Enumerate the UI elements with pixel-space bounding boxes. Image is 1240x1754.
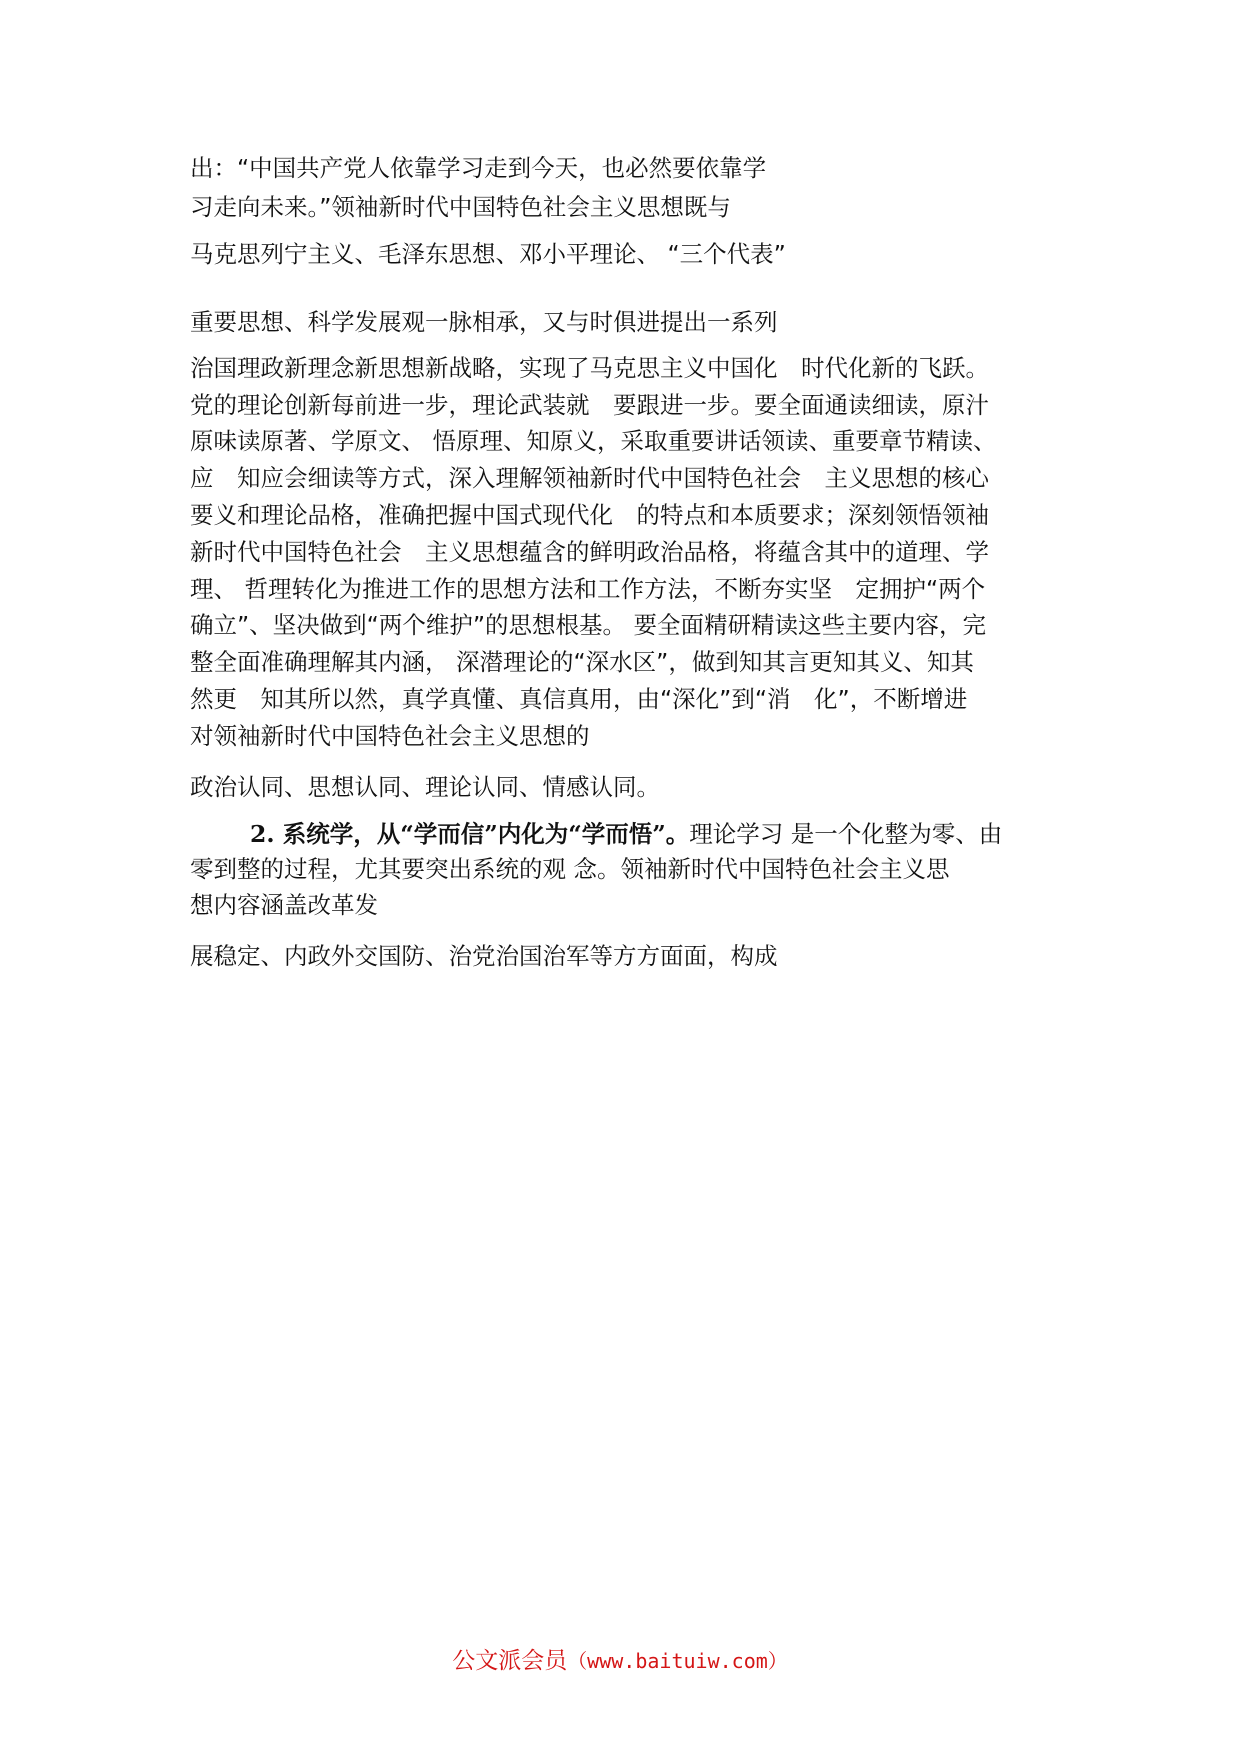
text-line: 重要思想、科学发展观一脉相承，又与时俱进提出一系列 bbox=[190, 308, 778, 336]
text-line: 出：“中国共产党人依靠学习走到今天，也必然要依靠学 bbox=[190, 154, 767, 182]
section-2-first-line bbox=[250, 818, 1002, 850]
text-line: 想内容涵盖改革发 bbox=[190, 891, 378, 919]
section-2-text: 理论学习 是一个化整为零、由 bbox=[689, 820, 1003, 848]
text-line: 治国理政新理念新思想新战略，实现了马克思主义中国化 时代化新的飞跃。 bbox=[190, 354, 989, 382]
text-line: 马克思列宁主义、毛泽东思想、邓小平理论、 “三个代表” bbox=[190, 240, 786, 268]
footer-watermark bbox=[0, 1642, 1240, 1675]
text-line: 展稳定、内政外交国防、治党治国治军等方方面面，构成 bbox=[190, 942, 778, 970]
text-line: 对领袖新时代中国特色社会主义思想的 bbox=[190, 722, 590, 750]
text-line: 习走向未来。”领袖新时代中国特色社会主义思想既与 bbox=[190, 193, 731, 221]
text-line: 党的理论创新每前进一步，理论武装就 要跟进一步。要全面通读细读，原汁 bbox=[190, 391, 989, 419]
footer-url: （www.baituiw.com） bbox=[567, 1649, 788, 1673]
text-line: 要义和理论品格，准确把握中国式现代化 的特点和本质要求；深刻领悟领袖 bbox=[190, 501, 989, 529]
text-line: 应 知应会细读等方式，深入理解领袖新时代中国特色社会 主义思想的核心 bbox=[190, 464, 989, 492]
text-line: 理、 哲理转化为推进工作的思想方法和工作方法，不断夯实坚 定拥护“两个 bbox=[190, 575, 986, 603]
footer-brand: 公文派会员 bbox=[452, 1648, 568, 1674]
text-line: 整全面准确理解其内涵， 深潜理论的“深水区”，做到知其言更知其义、知其 bbox=[190, 648, 974, 676]
text-line: 然更 知其所以然，真学真懂、真信真用，由“深化”到“消 化”，不断增进 bbox=[190, 685, 968, 713]
text-line: 新时代中国特色社会 主义思想蕴含的鲜明政治品格，将蕴含其中的道理、学 bbox=[190, 538, 989, 566]
text-line: 零到整的过程，尤其要突出系统的观 念。领袖新时代中国特色社会主义思 bbox=[190, 855, 950, 883]
text-line: 政治认同、思想认同、理论认同、情感认同。 bbox=[190, 773, 660, 801]
text-line: 原味读原著、学原文、 悟原理、知原义，采取重要讲话领读、重要章节精读、 bbox=[190, 427, 997, 455]
section-2-heading: 2. 系统学，从“学而信”内化为“学而悟”。 bbox=[250, 820, 690, 848]
text-line: 确立”、坚决做到“两个维护”的思想根基。 要全面精研精读这些主要内容，完 bbox=[190, 611, 986, 639]
